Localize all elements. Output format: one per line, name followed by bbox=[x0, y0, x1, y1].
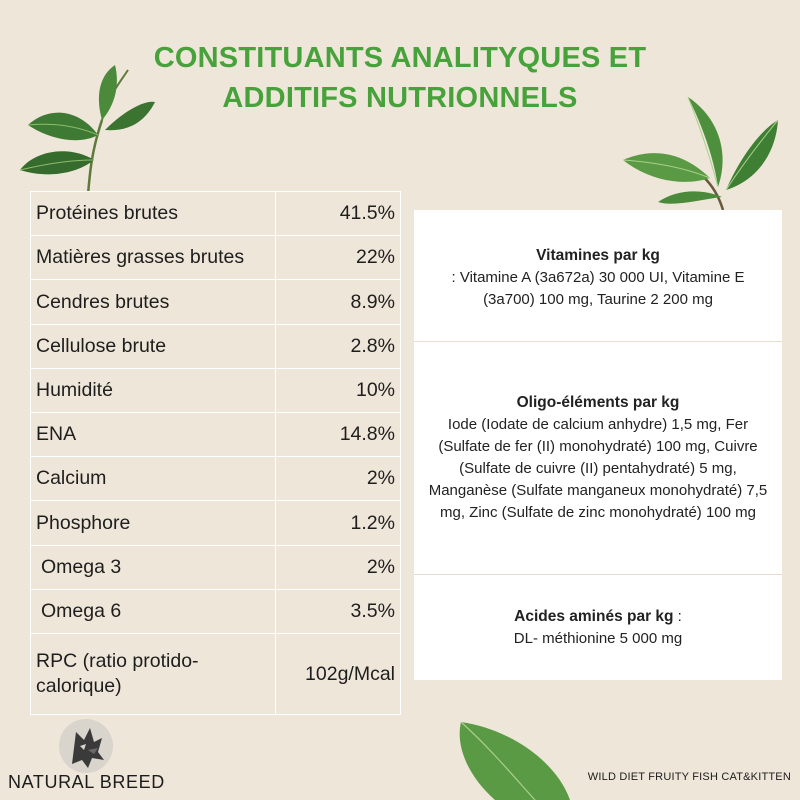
page-title-line-2: ADDITIFS NUTRIONNELS bbox=[222, 82, 578, 114]
table-row bbox=[31, 546, 400, 590]
table-row bbox=[31, 280, 400, 324]
nutrient-table bbox=[30, 191, 401, 715]
nutrient-label: Calcium bbox=[31, 457, 276, 500]
table-row bbox=[31, 369, 400, 413]
nutrient-label: Protéines brutes bbox=[31, 192, 276, 235]
nutrient-label: Cellulose brute bbox=[31, 325, 276, 368]
page-title bbox=[0, 38, 800, 118]
leaf-bottom-icon bbox=[455, 718, 575, 800]
wolf-head-icon bbox=[58, 718, 114, 774]
product-name: WILD DIET FRUITY FISH CAT&KITTEN bbox=[587, 771, 791, 783]
amino-acids-body: DL- méthionine 5 000 mg bbox=[513, 629, 683, 647]
table-row bbox=[31, 413, 400, 457]
nutrient-label: Omega 3 bbox=[31, 546, 276, 589]
brand-name: NATURAL BREED bbox=[8, 772, 165, 792]
nutrient-label: Phosphore bbox=[31, 501, 276, 544]
nutrient-value: 2% bbox=[366, 467, 395, 490]
table-row bbox=[31, 457, 400, 501]
nutrient-value: 102g/Mcal bbox=[305, 662, 395, 685]
nutrient-value: 1.2% bbox=[350, 511, 395, 534]
page-title-line-1: CONSTITUANTS ANALITYQUES ET bbox=[153, 42, 647, 74]
trace-elements-body: Iode (Iodate de calcium anhydre) 1,5 mg, Fer (Sulfate de fer (II) monohydraté) 100 mg, Cuivre (Sulfate de cuivre (II) pentahydraté) 5 mg, Manganèse (Sulfate manganeux monohydraté) 7,5 mg, Zinc (Sulfate de zinc monohydraté) 100 mg bbox=[428, 416, 768, 521]
table-row bbox=[31, 325, 400, 369]
table-row bbox=[31, 634, 400, 714]
amino-acids-section bbox=[414, 575, 782, 680]
nutrient-label: Matières grasses brutes bbox=[31, 236, 276, 279]
nutrient-value: 41.5% bbox=[339, 202, 395, 225]
vitamins-body: : Vitamine A (3a672a) 30 000 UI, Vitamine E (3a700) 100 mg, Taurine 2 200 mg bbox=[451, 268, 745, 308]
nutrient-label: RPC (ratio protido-calorique) bbox=[31, 634, 276, 714]
nutrient-value: 2.8% bbox=[350, 334, 395, 357]
nutrient-value: 8.9% bbox=[350, 290, 395, 313]
table-row bbox=[31, 192, 400, 236]
nutrient-value: 22% bbox=[355, 246, 395, 269]
amino-acids-heading: Acides aminés par kg bbox=[514, 607, 674, 625]
additives-panel bbox=[414, 210, 782, 680]
trace-elements-section bbox=[414, 342, 782, 575]
table-row bbox=[31, 236, 400, 280]
nutrient-label: Omega 6 bbox=[31, 590, 276, 633]
nutrient-label: Humidité bbox=[31, 369, 276, 412]
table-row bbox=[31, 590, 400, 634]
nutrient-value: 10% bbox=[355, 378, 395, 401]
vitamins-section bbox=[414, 210, 782, 342]
table-row bbox=[31, 501, 400, 545]
vitamins-heading: Vitamines par kg bbox=[536, 246, 660, 264]
nutrient-value: 3.5% bbox=[350, 599, 395, 622]
nutrient-label: Cendres brutes bbox=[31, 280, 276, 323]
nutrient-value: 2% bbox=[366, 555, 395, 578]
trace-elements-heading: Oligo-éléments par kg bbox=[516, 394, 680, 411]
nutrient-label: ENA bbox=[31, 413, 276, 456]
amino-acids-heading-suffix: : bbox=[673, 607, 682, 625]
nutrient-value: 14.8% bbox=[339, 423, 395, 446]
